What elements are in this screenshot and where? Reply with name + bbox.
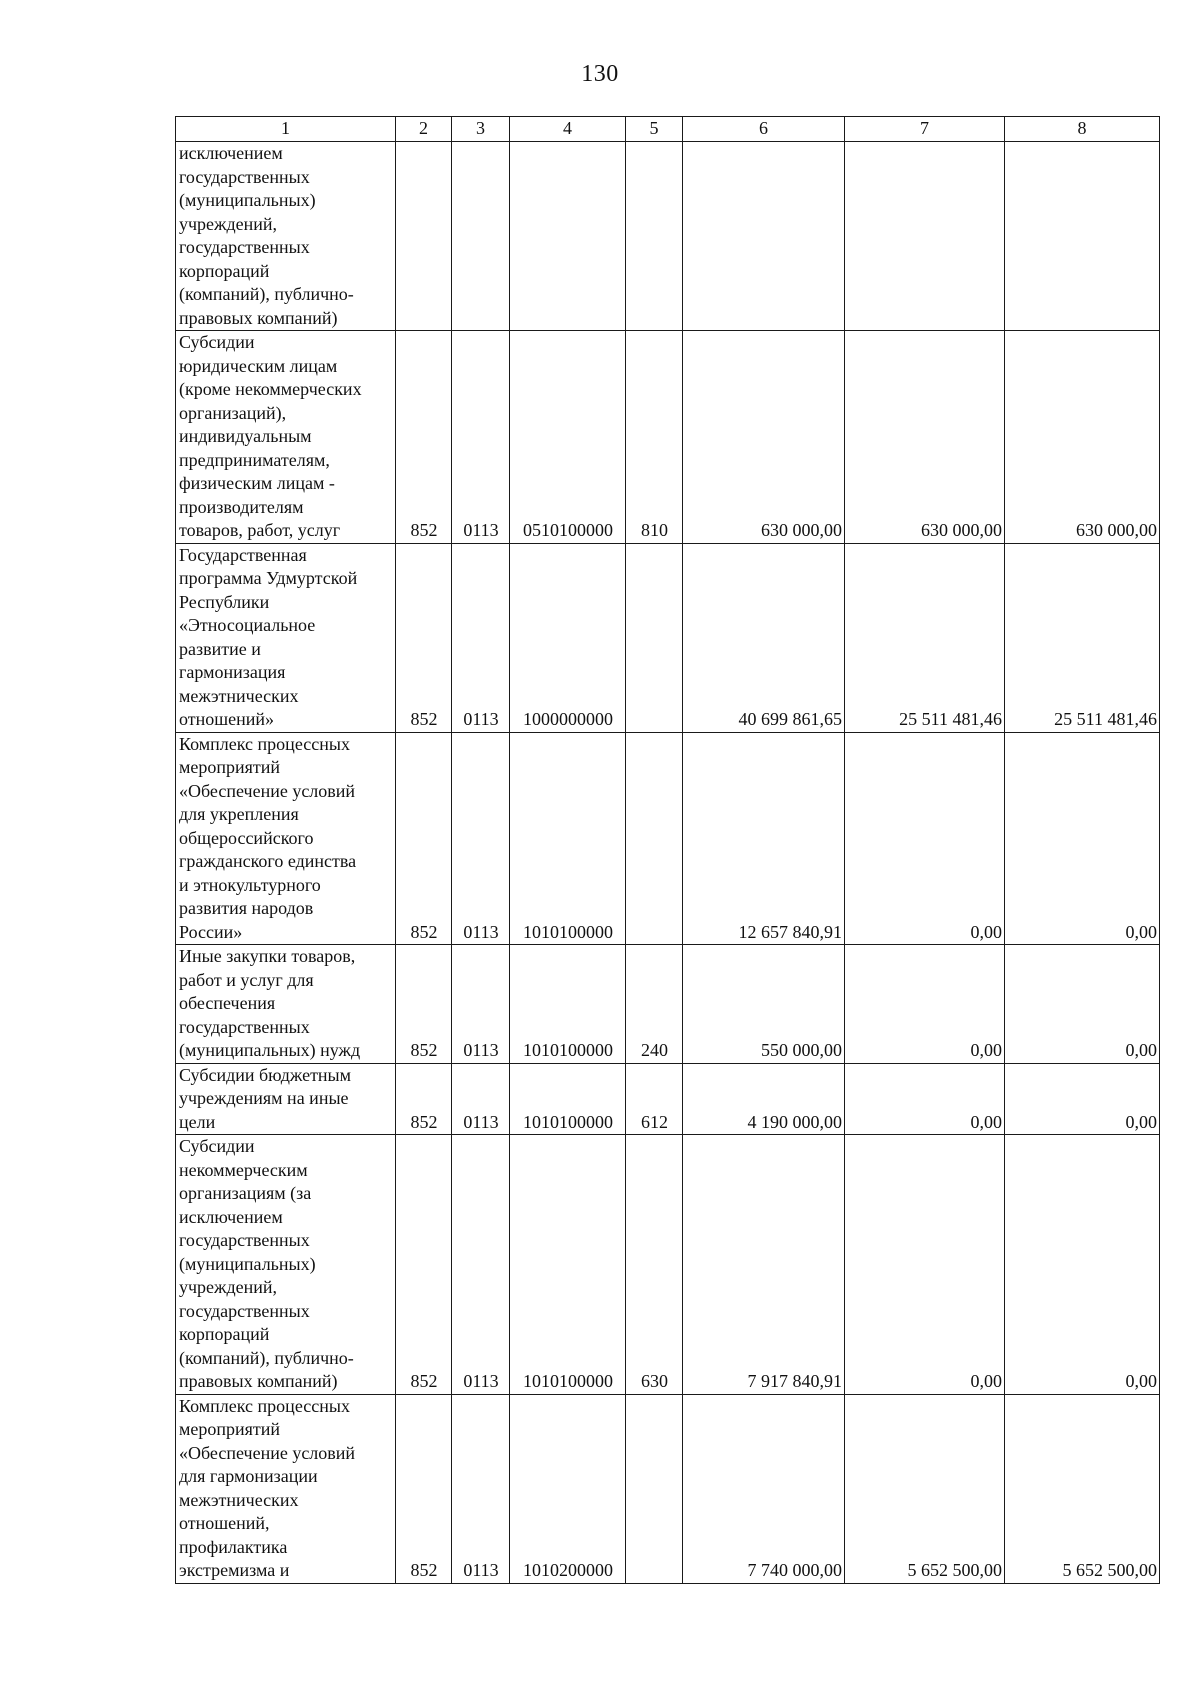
row-name: Субсидии некоммерческим организациям (за исключением государственных (муниципальных) учреждений, государственных корпораций (компаний), публично- правовых компаний): [176, 1135, 396, 1395]
page-number: 130: [581, 61, 619, 87]
row-name: Иные закупки товаров, работ и услуг для обеспечения государственных (муниципальных) нужд: [176, 945, 396, 1064]
row-section-code: 0113: [452, 732, 510, 945]
row-amount-col6: 12 657 840,91: [683, 732, 845, 945]
row-name: Комплекс процессных мероприятий «Обеспечение условий для укрепления общероссийского гражданского единства и этнокультурного развития народов России»: [176, 732, 396, 945]
row-target-article: 1010200000: [510, 1394, 626, 1583]
table-row: [176, 331, 1160, 544]
row-ministry-code: 852: [396, 543, 452, 732]
row-amount-col7: 0,00: [845, 1135, 1005, 1395]
header-col-2: 2: [396, 117, 452, 142]
row-name: Комплекс процессных мероприятий «Обеспечение условий для гармонизации межэтнических отношений, профилактика экстремизма и: [176, 1394, 396, 1583]
row-amount-col6: 7 740 000,00: [683, 1394, 845, 1583]
row-ministry-code: 852: [396, 732, 452, 945]
row-ministry-code: 852: [396, 945, 452, 1064]
row-ministry-code: [396, 142, 452, 331]
row-section-code: [452, 142, 510, 331]
row-target-article: 1010100000: [510, 1063, 626, 1135]
row-section-code: 0113: [452, 331, 510, 544]
row-amount-col6: [683, 142, 845, 331]
table-row: [176, 945, 1160, 1064]
header-col-7: 7: [845, 117, 1005, 142]
row-amount-col7: 5 652 500,00: [845, 1394, 1005, 1583]
header-col-6: 6: [683, 117, 845, 142]
row-amount-col6: 7 917 840,91: [683, 1135, 845, 1395]
row-amount-col7: [845, 142, 1005, 331]
table-row: [176, 1135, 1160, 1395]
row-target-article: 1000000000: [510, 543, 626, 732]
header-col-4: 4: [510, 117, 626, 142]
row-target-article: 1010100000: [510, 732, 626, 945]
row-expense-type: 630: [626, 1135, 683, 1395]
row-target-article: [510, 142, 626, 331]
row-expense-type: 810: [626, 331, 683, 544]
row-amount-col6: 550 000,00: [683, 945, 845, 1064]
row-amount-col7: 630 000,00: [845, 331, 1005, 544]
row-name: Субсидии бюджетным учреждениям на иные цели: [176, 1063, 396, 1135]
header-col-5: 5: [626, 117, 683, 142]
table-header: [176, 117, 1160, 142]
row-target-article: 1010100000: [510, 945, 626, 1064]
row-expense-type: [626, 732, 683, 945]
row-ministry-code: 852: [396, 1394, 452, 1583]
row-amount-col6: 4 190 000,00: [683, 1063, 845, 1135]
row-amount-col8: [1005, 142, 1160, 331]
row-expense-type: [626, 142, 683, 331]
row-amount-col6: 40 699 861,65: [683, 543, 845, 732]
row-section-code: 0113: [452, 1135, 510, 1395]
table-row: [176, 732, 1160, 945]
row-target-article: 0510100000: [510, 331, 626, 544]
row-expense-type: 240: [626, 945, 683, 1064]
table-row: [176, 1394, 1160, 1583]
row-amount-col6: 630 000,00: [683, 331, 845, 544]
row-amount-col8: 0,00: [1005, 1063, 1160, 1135]
row-amount-col7: 0,00: [845, 945, 1005, 1064]
row-amount-col7: 0,00: [845, 732, 1005, 945]
row-ministry-code: 852: [396, 331, 452, 544]
table-row: [176, 1063, 1160, 1135]
header-col-1: 1: [176, 117, 396, 142]
row-amount-col8: 0,00: [1005, 945, 1160, 1064]
header-col-8: 8: [1005, 117, 1160, 142]
header-row: [176, 117, 1160, 142]
table-body: [176, 142, 1160, 1584]
table-row: [176, 543, 1160, 732]
row-expense-type: [626, 1394, 683, 1583]
row-amount-col8: 630 000,00: [1005, 331, 1160, 544]
row-amount-col8: 25 511 481,46: [1005, 543, 1160, 732]
row-amount-col8: 0,00: [1005, 732, 1160, 945]
header-col-3: 3: [452, 117, 510, 142]
row-section-code: 0113: [452, 945, 510, 1064]
table-row: [176, 142, 1160, 331]
row-expense-type: 612: [626, 1063, 683, 1135]
row-section-code: 0113: [452, 1394, 510, 1583]
row-section-code: 0113: [452, 543, 510, 732]
row-amount-col8: 5 652 500,00: [1005, 1394, 1160, 1583]
budget-table: [175, 116, 1160, 1584]
row-name: Субсидии юридическим лицам (кроме некоммерческих организаций), индивидуальным предпринимателям, физическим лицам - производителям товаров, работ, услуг: [176, 331, 396, 544]
row-section-code: 0113: [452, 1063, 510, 1135]
row-amount-col8: 0,00: [1005, 1135, 1160, 1395]
row-expense-type: [626, 543, 683, 732]
row-target-article: 1010100000: [510, 1135, 626, 1395]
row-amount-col7: 0,00: [845, 1063, 1005, 1135]
row-name: Государственная программа Удмуртской Республики «Этносоциальное развитие и гармонизация межэтнических отношений»: [176, 543, 396, 732]
row-ministry-code: 852: [396, 1135, 452, 1395]
row-amount-col7: 25 511 481,46: [845, 543, 1005, 732]
row-ministry-code: 852: [396, 1063, 452, 1135]
row-name: исключением государственных (муниципальных) учреждений, государственных корпораций (компаний), публично- правовых компаний): [176, 142, 396, 331]
